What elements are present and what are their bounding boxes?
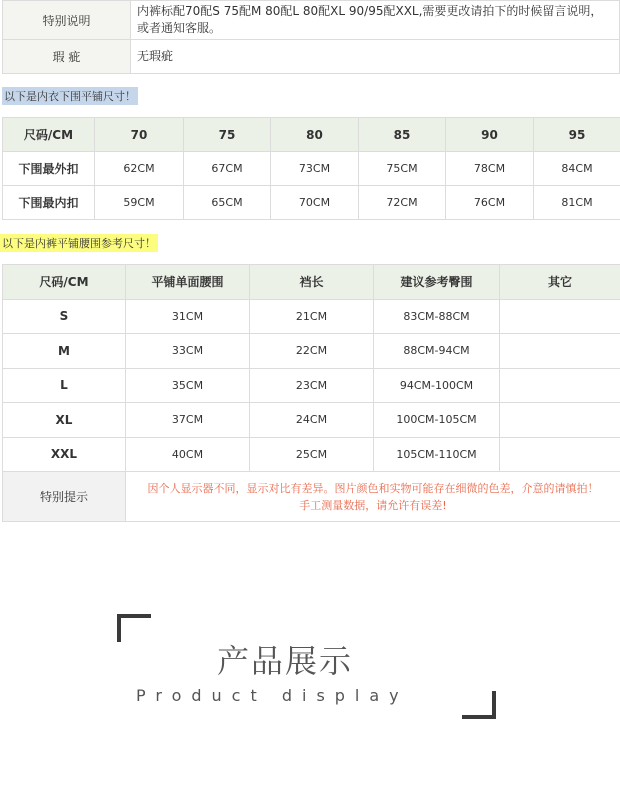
product-display-subtitle: Product display	[136, 686, 409, 705]
special-notes-table	[2, 0, 620, 74]
size-label: S	[3, 299, 126, 334]
table-cell	[500, 437, 620, 472]
info-value: 内裤标配70配S 75配M 80配L 80配XL 90/95配XXL,需要更改请拍下的时候留言说明，或者通知客服。	[131, 1, 620, 40]
table-cell: 35CM	[126, 368, 250, 403]
table-cell: 31CM	[126, 299, 250, 334]
notes-line: 手工测量数据，请允许有误差!	[299, 498, 447, 512]
table-cell: 25CM	[250, 437, 374, 472]
table-cell: 22CM	[250, 334, 374, 369]
table-cell	[500, 368, 620, 403]
table-header-row	[3, 118, 620, 152]
notes-label: 特别提示	[3, 472, 126, 522]
table-cell: 100CM-105CM	[374, 403, 500, 438]
table-header-row	[3, 265, 620, 300]
table-cell: 84CM	[534, 152, 620, 186]
header-cell: 90	[446, 118, 534, 152]
table-cell: 65CM	[184, 186, 271, 220]
header-cell: 85	[359, 118, 446, 152]
notes-text	[126, 472, 620, 522]
table-cell: 33CM	[126, 334, 250, 369]
header-cell: 80	[271, 118, 359, 152]
size-label: XXL	[3, 437, 126, 472]
table-cell: 81CM	[534, 186, 620, 220]
header-cell: 尺码/CM	[3, 265, 126, 300]
table-cell: 78CM	[446, 152, 534, 186]
table-cell: 24CM	[250, 403, 374, 438]
row-label: 下围最内扣	[3, 186, 95, 220]
bra-size-banner: 以下是内衣下围平铺尺寸！	[2, 87, 138, 105]
table-cell	[500, 403, 620, 438]
table-cell: 23CM	[250, 368, 374, 403]
table-row	[3, 334, 620, 369]
header-cell: 裆长	[250, 265, 374, 300]
table-cell: 70CM	[271, 186, 359, 220]
header-cell: 平铺单面腰围	[126, 265, 250, 300]
header-cell: 95	[534, 118, 620, 152]
header-cell: 其它	[500, 265, 620, 300]
corner-bracket-bottom-right	[462, 691, 496, 719]
panty-size-banner: 以下是内裤平铺腰围参考尺寸！	[0, 234, 158, 252]
info-value: 无瑕疵	[131, 40, 620, 74]
info-row-defect	[3, 40, 620, 74]
bra-size-table	[2, 117, 620, 220]
table-cell: 83CM-88CM	[374, 299, 500, 334]
table-cell: 40CM	[126, 437, 250, 472]
size-label: L	[3, 368, 126, 403]
table-row	[3, 437, 620, 472]
table-cell: 88CM-94CM	[374, 334, 500, 369]
header-cell: 尺码/CM	[3, 118, 95, 152]
table-cell: 75CM	[359, 152, 446, 186]
table-row	[3, 299, 620, 334]
row-label: 下围最外扣	[3, 152, 95, 186]
header-cell: 70	[95, 118, 184, 152]
table-cell: 94CM-100CM	[374, 368, 500, 403]
table-cell: 59CM	[95, 186, 184, 220]
size-label: M	[3, 334, 126, 369]
table-cell: 62CM	[95, 152, 184, 186]
info-label: 特别说明	[3, 1, 131, 40]
table-cell: 72CM	[359, 186, 446, 220]
table-cell	[500, 334, 620, 369]
notes-line: 因个人显示器不同，显示对比有差异。图片颜色和实物可能存在细微的色差，介意的请慎拍！	[147, 481, 599, 495]
table-cell: 105CM-110CM	[374, 437, 500, 472]
info-label: 瑕 疵	[3, 40, 131, 74]
corner-bracket-top-left	[117, 614, 151, 642]
table-cell	[500, 299, 620, 334]
table-cell: 21CM	[250, 299, 374, 334]
notes-row	[3, 472, 620, 522]
table-cell: 73CM	[271, 152, 359, 186]
size-label: XL	[3, 403, 126, 438]
table-cell: 37CM	[126, 403, 250, 438]
table-cell: 76CM	[446, 186, 534, 220]
header-cell: 建议参考臀围	[374, 265, 500, 300]
product-display-title: 产品展示	[216, 642, 353, 680]
header-cell: 75	[184, 118, 271, 152]
info-row-special-note	[3, 1, 620, 40]
panty-size-table	[2, 264, 620, 522]
table-row	[3, 403, 620, 438]
table-row	[3, 368, 620, 403]
table-cell: 67CM	[184, 152, 271, 186]
table-row	[3, 186, 620, 220]
table-row	[3, 152, 620, 186]
